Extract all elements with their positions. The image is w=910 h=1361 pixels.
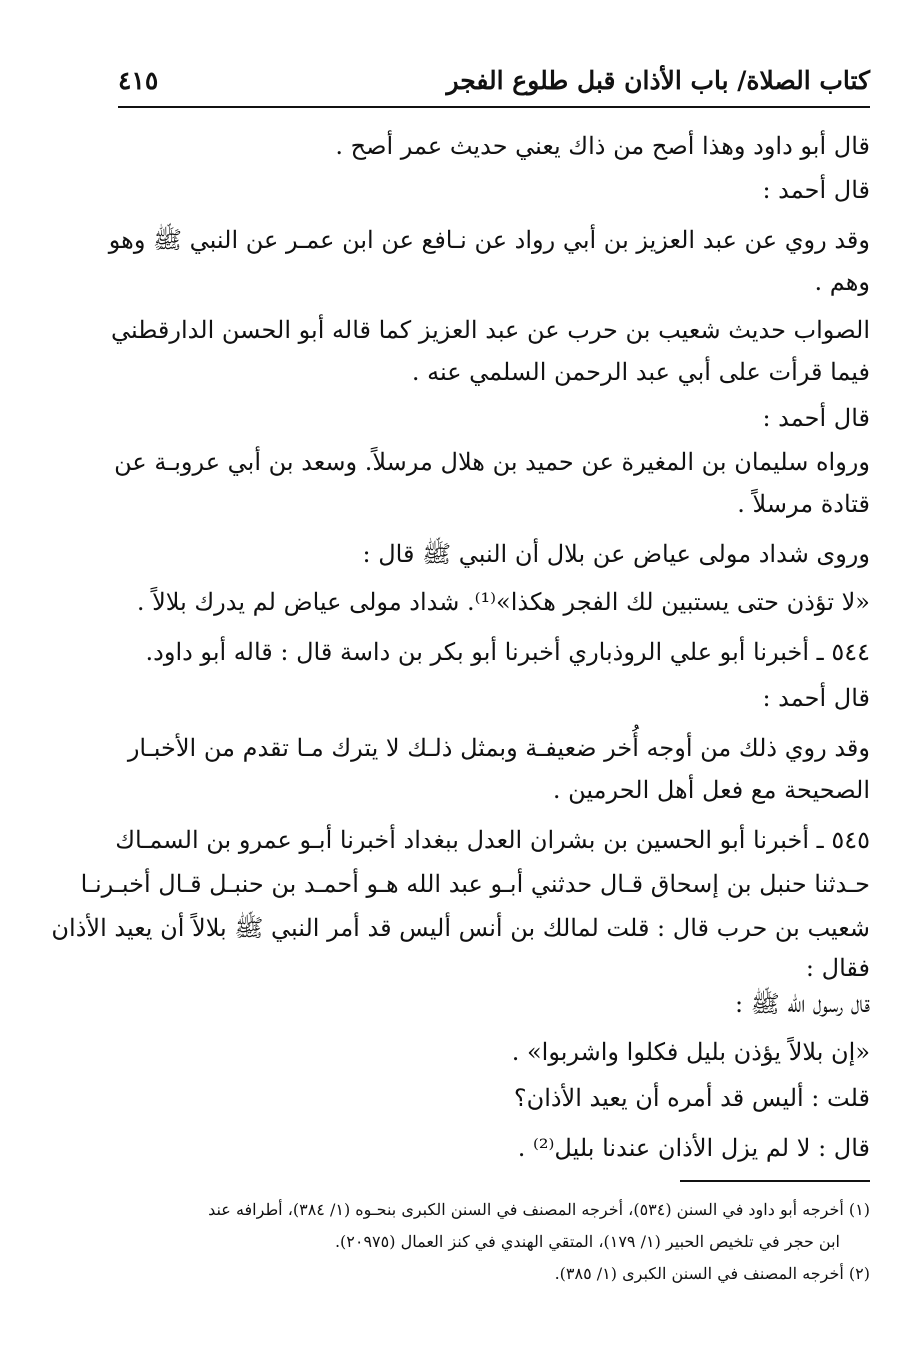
- body-line: الصحيحة مع فعل أهل الحرمين .: [552, 776, 870, 804]
- footnote-line: (٢) أخرجه المصنف في السنن الكبرى (١/ ٣٨٥).: [554, 1264, 870, 1283]
- body-line: وقد روي عن عبد العزيز بن أبي رواد عن نـافع عن ابن عمـر عن النبي ﷺ وهو: [108, 226, 870, 254]
- body-line: ٥٤٤ ـ أخبرنا أبو علي الروذباري أخبرنا أبو بكر بن داسة قال : قاله أبو داود.: [145, 638, 870, 666]
- body-line: قال رسول الله ﷺ :: [735, 990, 870, 1018]
- body-line: «لا تؤذن حتى يستبين لك الفجر هكذا»⁽¹⁾. شداد مولى عياض لم يدرك بلالاً .: [136, 588, 870, 616]
- body-line: «إن بلالاً يؤذن بليل فكلوا واشربوا» .: [511, 1038, 870, 1066]
- body-line: ورواه سليمان بن المغيرة عن حميد بن هلال مرسلاً. وسعد بن أبي عروبـة عن: [114, 448, 870, 476]
- body-line: وقد روي ذلك من أوجه أُخر ضعيفـة وبمثل ذلـك لا يترك مـا تقدم من الأخبـار: [127, 734, 870, 762]
- header-divider: [118, 106, 870, 108]
- body-line: الصواب حديث شعيب بن حرب عن عبد العزيز كما قاله أبو الحسن الدارقطني: [111, 316, 870, 344]
- chapter-title: كتاب الصلاة/ باب الأذان قبل طلوع الفجر: [446, 65, 870, 95]
- body-line: قال : لا لم يزل الأذان عندنا بليل⁽²⁾ .: [517, 1134, 870, 1162]
- body-line: وروى شداد مولى عياض عن بلال أن النبي ﷺ قال :: [362, 540, 870, 568]
- footnote-line: ابن حجر في تلخيص الحبير (١/ ١٧٩)، المتقي الهندي في كنز العمال (٢٠٩٧٥).: [334, 1232, 840, 1251]
- page-header: [118, 58, 870, 102]
- body-line: قلت : أليس قد أمره أن يعيد الأذان؟: [513, 1084, 870, 1112]
- page-number: ٤١٥: [118, 65, 159, 95]
- body-line: وهم .: [814, 268, 870, 296]
- body-line: حـدثنا حنبل بن إسحاق قـال حدثني أبـو عبد الله هـو أحمـد بن حنبـل قـال أخبـرنـا: [80, 870, 870, 898]
- body-line: فيما قرأت على أبي عبد الرحمن السلمي عنه .: [411, 358, 870, 386]
- body-line: فقال :: [805, 954, 870, 982]
- body-line: شعيب بن حرب قال : قلت لمالك بن أنس أليس قد أمر النبي ﷺ بلالاً أن يعيد الأذان: [51, 914, 870, 942]
- body-line: قال أحمد :: [762, 684, 870, 712]
- body-line: قال أحمد :: [762, 404, 870, 432]
- body-line: قتادة مرسلاً .: [737, 490, 870, 518]
- footnote-divider: [680, 1180, 870, 1182]
- body-line: قال أبو داود وهذا أصح من ذاك يعني حديث عمر أصح .: [335, 132, 870, 160]
- body-line: قال أحمد :: [762, 176, 870, 204]
- body-line: ٥٤٥ ـ أخبرنا أبو الحسين بن بشران العدل ببغداد أخبرنا أبـو عمرو بن السمـاك: [115, 826, 870, 854]
- footnote-line: (١) أخرجه أبو داود في السنن (٥٣٤)، أخرجه المصنف في السنن الكبرى بنحـوه (١/ ٣٨٤)، أطرافه عند: [208, 1200, 870, 1219]
